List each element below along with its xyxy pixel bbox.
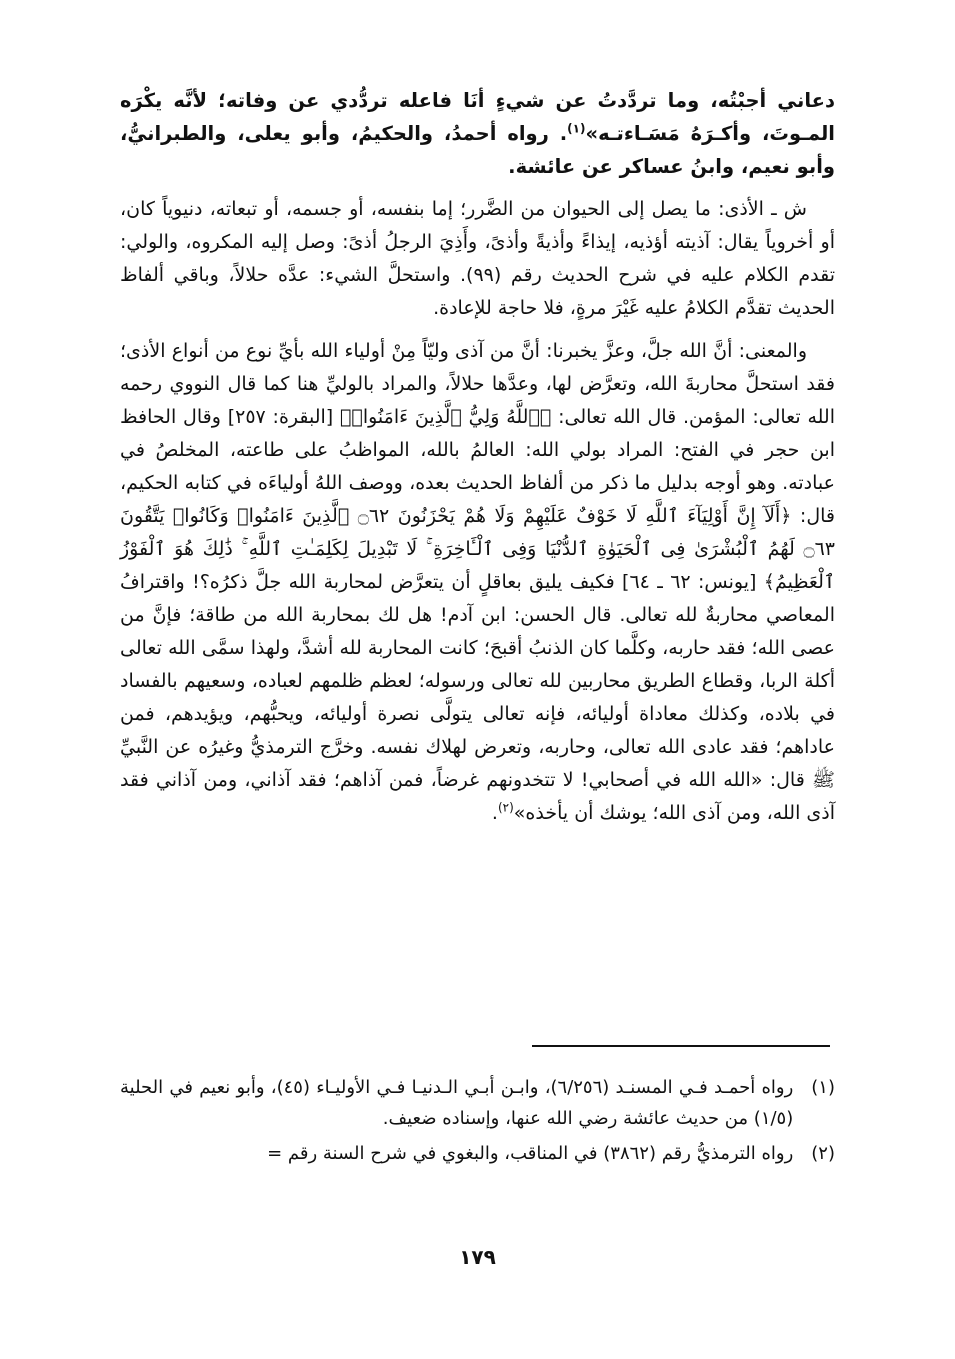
footnote-item xyxy=(120,1138,835,1169)
meaning-end: . xyxy=(491,802,498,824)
footnote-ref-2[interactable]: (٢) xyxy=(497,800,514,815)
footnote-item xyxy=(120,1072,835,1134)
hadith-intro xyxy=(120,84,835,183)
footnote-number: (٢) xyxy=(811,1143,835,1164)
hadith-intro-tail: . رواه أحمدُ، والحكيمُ، وأبو يعلى، والطبرانيُّ، وأبو نعيم، وابنُ عساكر عن عائشة. xyxy=(120,122,835,178)
meaning-text: والمعنى: أنَّ الله جلَّ، وعزَّ يخبرنا: أنَّ من آذى وليّاً مِنْ أولياء الله بأيِّ نوع من أنواع الأذى؛ فقد استحلَّ محاربةَ الله، وتعرَّض لها، وعدَّها حلالاً، والمراد بالوليِّ هنا كما قال النووي رحمه الله تعالى: المؤمن. قال الله تعالى: ﴿ٱللَّهُ وَلِيُّ ٱلَّذِينَ ءَامَنُوا۟﴾ [البقرة: ٢٥٧] وقال الحافظ ابن حجر في الفتح: المراد بولي الله: العالمُ بالله، المواظبُ على طاعته، المخلصُ في عبادته. وهو أوجه بدليل ما ذكر من ألفاظ الحديث بعده، ووصف اللهُ أولياءَه في كتابه الحكيم، قال: ﴿أَلَآ إِنَّ أَوْلِيَآءَ ٱللَّهِ لَا خَوْفٌ عَلَيْهِمْ وَلَا هُمْ يَحْزَنُونَ ۝٦٢ ٱلَّذِينَ ءَامَنُوا۟ وَكَانُوا۟ يَتَّقُونَ ۝٦٣ لَهُمُ ٱلْبُشْرَىٰ فِى ٱلْحَيَوٰةِ ٱلدُّنْيَا وَفِى ٱلْـَٔاخِرَةِ ۚ لَا تَبْدِيلَ لِكَلِمَـٰتِ ٱللَّهِ ۚ ذَٰلِكَ هُوَ ٱلْفَوْزُ ٱلْعَظِيمُ﴾ [يونس: ٦٢ ـ ٦٤] فكيف يليق بعاقلٍ أن يتعرَّض لمحاربة الله جلَّ ذكرُه؟! واقترافُ المعاصي محاربةٌ لله تعالى. قال الحسن: ابن آدم! هل لك بمحاربة الله من طاقة؛ فإنَّ من عصى الله؛ فقد حاربه، وكلَّما كان الذنبُ أقبحَ؛ كانت المحاربة لله أشدَّ، ولهذا سمَّى الله تعالى أكلة الربا، وقطاع الطريق محاربين لله تعالى ورسوله؛ لعظم ظلمهم لعباده، وسعيهم بالفساد في بلاده، وكذلك معاداة أوليائه، فإنه تعالى يتولَّى نصرة أوليائه، ويحبُّهم، ويؤيدهم، فمن عاداهم؛ فقد عادى الله تعالى، وحاربه، وتعرض لهلاك نفسه. وخرَّج الترمذيُّ وغيرُه عن النَّبيِّ ﷺ قال: «الله الله في أصحابي! لا تتخدونهم غرضاً، فمن آذاهم؛ فقد آذاني، ومن آذاني فقد آذى الله، ومن آذى الله؛ يوشك أن يأخذه» xyxy=(120,340,835,824)
explanation-paragraph: ش ـ الأذى: ما يصل إلى الحيوان من الضَّرر؛ إما بنفسه، أو جسمه، أو تبعاته، دنيوياً كان، أو أخروياً يقال: آذيته أؤذيه، إيذاءً وأذيةً وأذىً، وأَذِيَ الرجلُ أذىً: وصل إليه المكروه، والولي: تقدم الكلام عليه في شرح الحديث رقم (٩٩). واستحلَّ الشيء: عدَّه حلالاً، وباقي ألفاظ الحديث تقدَّم الكلامُ عليه غَيْرَ مرةٍ، فلا حاجة للإعادة. xyxy=(120,198,836,319)
footnote-text: رواه الترمذيُّ رقم (٣٨٦٢) في المناقب، والبغوي في شرح السنة رقم = xyxy=(267,1143,794,1164)
footnote-text: رواه أحمـد فـي المسنـد (٦/٢٥٦)، وابـن أبـي الـدنيـا فـي الأوليـاء (٤٥)، وأبو نعيم في الحلية (١/٥) من حديث عائشة رضي الله عنها، وإسناده ضعيف. xyxy=(120,1077,794,1129)
hadith-intro-text: دعاني أجبْتُه، وما تردَّدتُ عن شيءٍ أنَا فاعله تردُّدي عن وفاته؛ لأنَّه يكْرَه المـوتَ، وأكـرَهُ مَسَـاءتـه» xyxy=(120,89,835,145)
meaning-paragraph xyxy=(120,335,835,830)
page-number: ١٧٩ xyxy=(459,1245,496,1269)
footnote-separator xyxy=(532,1045,830,1047)
footnote-ref-1[interactable]: (١) xyxy=(567,121,586,136)
footnote-number: (١) xyxy=(811,1077,835,1098)
footnotes xyxy=(120,1072,835,1173)
